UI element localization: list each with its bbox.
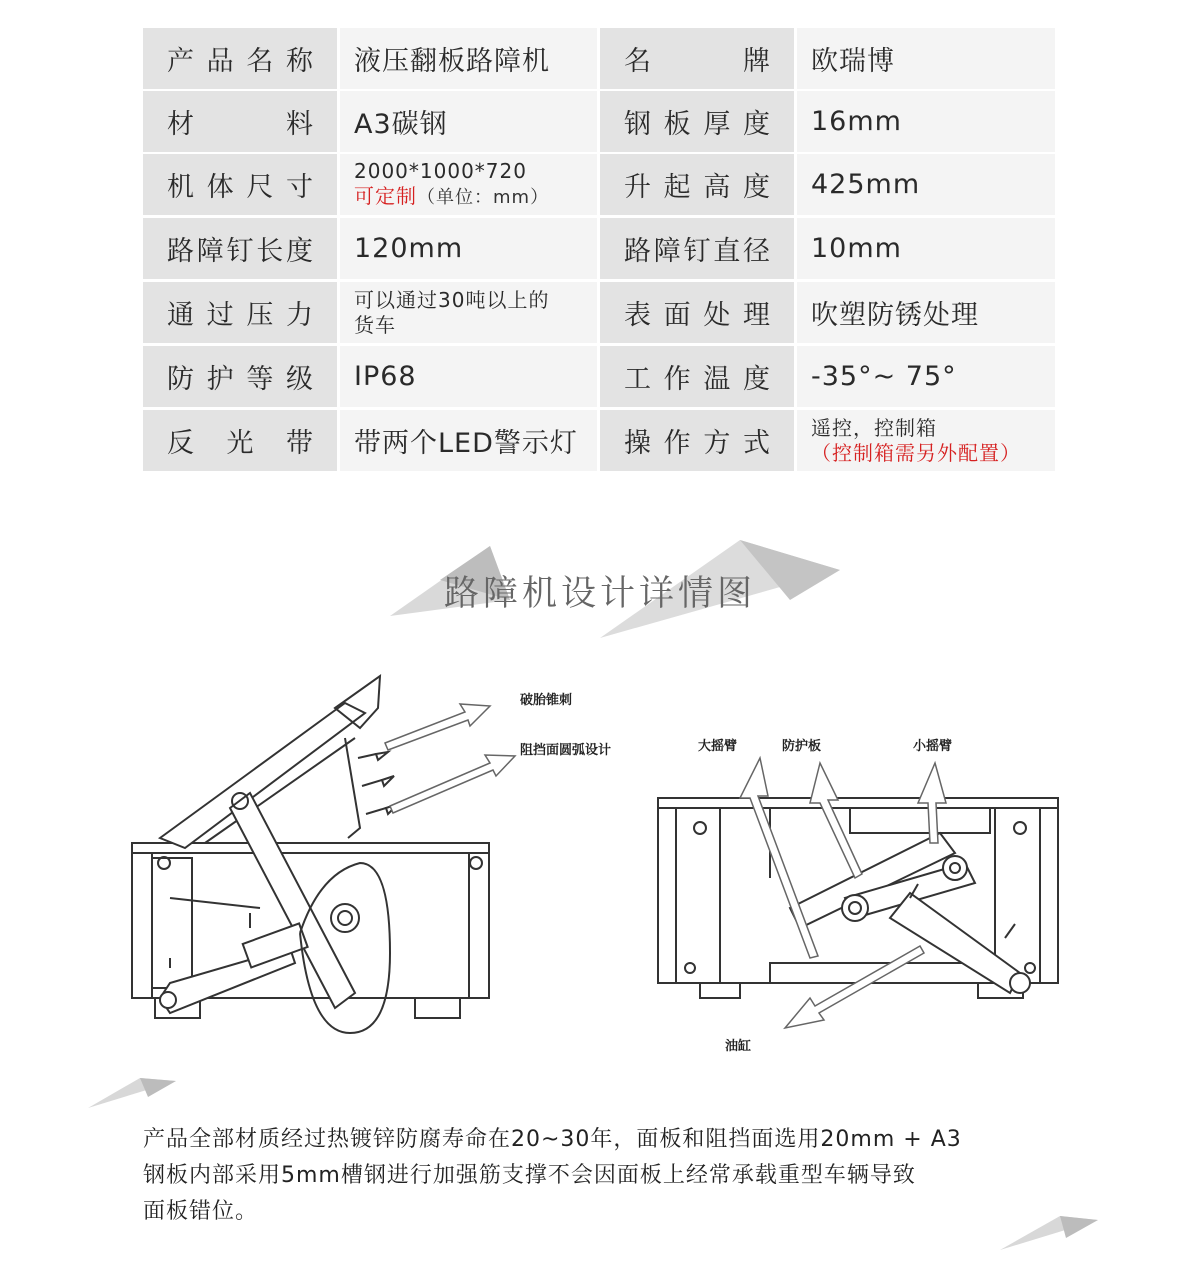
spec-label-2 — [600, 154, 794, 215]
label-char: 通 — [167, 300, 194, 331]
label-char: 路 — [624, 236, 651, 267]
label-char: 带 — [286, 428, 313, 459]
label-tire-spike: 破胎锥刺 — [520, 693, 573, 708]
spec-value — [340, 91, 597, 152]
left-barrier-diagram — [132, 676, 515, 1033]
control-box-note: （控制箱需另外配置） — [811, 440, 1021, 465]
label-char: 护 — [206, 364, 234, 395]
label-char: 度 — [742, 109, 770, 140]
label-char: 力 — [285, 300, 313, 331]
spec-value — [340, 410, 597, 471]
section-title: 路障机设计详情图 — [443, 574, 756, 614]
spec-value-2 — [797, 282, 1055, 343]
spec-label-2 — [600, 410, 794, 471]
spec-label-2 — [600, 218, 794, 279]
spec-value — [340, 346, 597, 407]
label-char: 称 — [285, 46, 313, 77]
label-char: 升 — [624, 172, 651, 203]
label-char: 式 — [742, 428, 770, 459]
unit-note: （单位：mm） — [417, 187, 550, 208]
customizable-note: 可定制 — [354, 184, 417, 208]
spec-value-text: A3碳钢 — [354, 109, 448, 140]
label-char: 压 — [246, 300, 274, 331]
label-char: 面 — [663, 300, 691, 331]
label-char: 板 — [663, 109, 691, 140]
spec-label — [143, 28, 337, 89]
label-char: 工 — [624, 364, 651, 395]
spec-value-text: -35°~ 75° — [811, 361, 957, 392]
spec-value-text: 货车 — [354, 312, 396, 337]
spec-value-text: 吹塑防锈处理 — [811, 300, 979, 331]
label-char: 名 — [246, 46, 274, 77]
label-char: 长 — [256, 236, 284, 267]
label-char: 障 — [196, 236, 224, 267]
spec-label — [143, 218, 337, 279]
label-char: 温 — [703, 364, 731, 395]
product-description — [143, 1122, 1063, 1230]
label-char: 材 — [167, 109, 194, 140]
spec-value-2 — [797, 28, 1055, 89]
spec-value-text: 遥控，控制箱 — [811, 415, 937, 440]
spec-value-text: IP68 — [354, 361, 417, 392]
label-char: 作 — [663, 364, 691, 395]
label-char: 方 — [703, 428, 731, 459]
spec-value-text: 液压翻板路障机 — [354, 46, 550, 77]
label-char: 作 — [663, 428, 691, 459]
label-char: 机 — [167, 172, 194, 203]
spec-label — [143, 346, 337, 407]
label-char: 钉 — [226, 236, 254, 267]
label-char: 等 — [246, 364, 274, 395]
spec-label — [143, 282, 337, 343]
spec-row — [143, 282, 1055, 343]
label-char: 径 — [743, 236, 770, 267]
label-char: 度 — [742, 364, 770, 395]
spec-row — [143, 410, 1055, 471]
label-char: 厚 — [703, 109, 731, 140]
label-char: 度 — [742, 172, 770, 203]
label-char: 障 — [653, 236, 681, 267]
spec-label — [143, 410, 337, 471]
right-barrier-diagram — [658, 758, 1058, 1028]
spec-table — [143, 28, 1055, 471]
description-line: 产品全部材质经过热镀锌防腐寿命在20~30年，面板和阻挡面选用20mm + A3 — [143, 1127, 962, 1152]
label-char: 名 — [624, 46, 651, 77]
label-big-arm: 大摇臂 — [698, 739, 738, 754]
spec-label-2 — [600, 282, 794, 343]
spec-value-text: 带两个LED警示灯 — [354, 428, 578, 459]
spec-value-2 — [797, 346, 1055, 407]
spec-value-text: 10mm — [811, 233, 902, 264]
spec-row — [143, 28, 1055, 89]
label-char: 光 — [226, 428, 254, 459]
label-char: 路 — [167, 236, 194, 267]
spec-row — [143, 218, 1055, 279]
spec-value-text: 2000*1000*720 — [354, 159, 527, 183]
label-char: 尺 — [246, 172, 274, 203]
label-small-arm: 小摇臂 — [913, 739, 953, 754]
label-char: 反 — [167, 428, 194, 459]
spec-value-2 — [797, 154, 1055, 215]
spec-value-2 — [797, 91, 1055, 152]
spec-label-2 — [600, 91, 794, 152]
label-char: 品 — [206, 46, 234, 77]
label-char: 度 — [286, 236, 313, 267]
label-char: 体 — [206, 172, 234, 203]
label-arc-design: 阻挡面圆弧设计 — [520, 743, 612, 758]
label-oil-cylinder: 油缸 — [725, 1039, 752, 1054]
description-line: 钢板内部采用5mm槽钢进行加强筋支撑不会因面板上经常承载重型车辆导致 — [143, 1163, 916, 1188]
label-char: 料 — [286, 109, 313, 140]
label-char: 级 — [285, 364, 313, 395]
label-char: 钉 — [683, 236, 711, 267]
spec-value — [340, 282, 597, 343]
label-char: 过 — [206, 300, 234, 331]
label-char: 直 — [713, 236, 741, 267]
spec-value-2 — [797, 410, 1055, 471]
label-char: 处 — [703, 300, 731, 331]
label-char: 钢 — [624, 109, 651, 140]
spec-row — [143, 154, 1055, 215]
spec-row — [143, 91, 1055, 152]
bottom-left-decoration — [88, 1075, 178, 1110]
label-char: 牌 — [743, 46, 770, 77]
description-line: 面板错位。 — [143, 1199, 259, 1224]
label-char: 防 — [167, 364, 194, 395]
spec-label — [143, 91, 337, 152]
spec-row — [143, 346, 1055, 407]
spec-label-2 — [600, 28, 794, 89]
label-char: 起 — [663, 172, 691, 203]
spec-value-text: 425mm — [811, 169, 921, 200]
label-char: 高 — [703, 172, 731, 203]
spec-value — [340, 154, 597, 215]
label-char: 寸 — [285, 172, 313, 203]
spec-value — [340, 218, 597, 279]
label-char: 产 — [167, 46, 194, 77]
label-char: 操 — [624, 428, 651, 459]
design-diagram — [110, 668, 1090, 1068]
spec-value-2 — [797, 218, 1055, 279]
spec-value-text: 16mm — [811, 106, 902, 137]
spec-value-text: 欧瑞博 — [811, 46, 895, 77]
spec-value-text: 120mm — [354, 233, 464, 264]
label-guard-plate: 防护板 — [782, 739, 822, 754]
spec-label — [143, 154, 337, 215]
spec-value-text: 可以通过30吨以上的 — [354, 287, 550, 312]
spec-label-2 — [600, 346, 794, 407]
label-char: 表 — [624, 300, 651, 331]
spec-value — [340, 28, 597, 89]
label-char: 理 — [742, 300, 770, 331]
